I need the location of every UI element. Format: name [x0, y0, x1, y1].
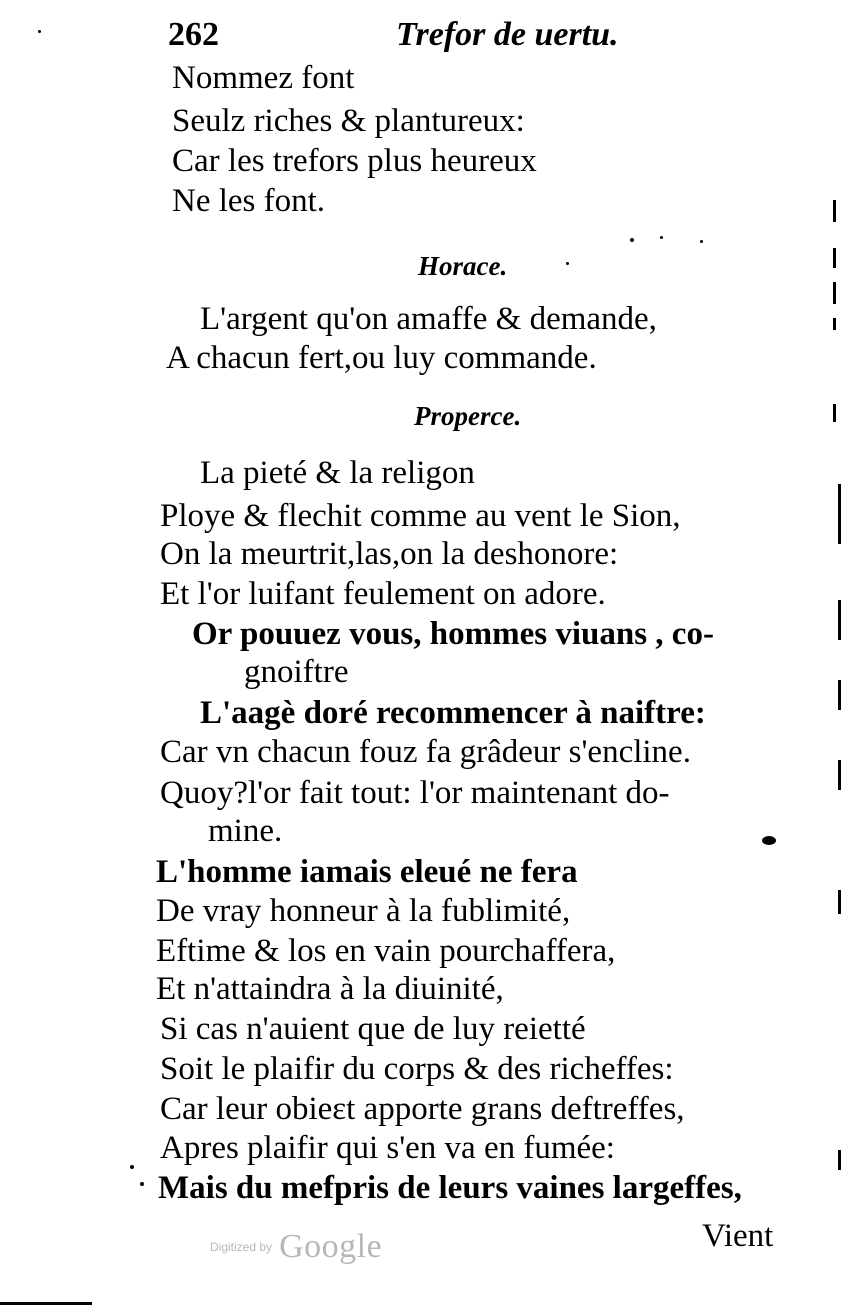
text-line: Nommez font — [172, 60, 355, 96]
text-line: Si cas n'auient que de luy reietté — [160, 1011, 586, 1047]
text-line: De vray honneur à la fublimité, — [156, 893, 571, 929]
digitized-watermark — [210, 1228, 382, 1266]
ink-speck — [130, 1165, 134, 1169]
section-heading-horace: Horace. — [418, 251, 508, 281]
scan-edge-mark — [838, 1150, 841, 1170]
text-line: Or pouuez vous, hommes viuans , co- — [192, 616, 714, 652]
scan-edge-mark — [833, 248, 836, 268]
page-header — [168, 12, 663, 62]
ink-speck — [38, 30, 41, 33]
text-line: Ne les font. — [172, 183, 326, 219]
text-line: Et l'or luifant feulement on adore. — [160, 576, 606, 612]
text-line: mine. — [208, 813, 283, 849]
text-line: Ploye & flechit comme au vent le Sion, — [160, 498, 681, 534]
text-line: gnoiftre — [244, 654, 349, 690]
text-line: La pieté & la religon — [200, 455, 475, 491]
text-line: L'homme iamais eleué ne fera — [156, 854, 578, 890]
scan-edge-mark — [838, 484, 841, 544]
ink-speck — [566, 262, 569, 265]
scan-edge-mark — [838, 890, 841, 914]
scan-edge-mark — [833, 282, 836, 304]
text-line: Eftime & los en vain pourchaffera, — [156, 933, 616, 969]
scan-edge-mark — [833, 318, 836, 330]
text-line: Et n'attaindra à la diuinité, — [156, 971, 504, 1007]
bottom-scan-rule — [0, 1302, 92, 1305]
text-line: Mais du mefpris de leurs vaines largeffes, — [158, 1170, 742, 1206]
text-line: L'aagè doré recommencer à naiftre: — [200, 695, 706, 731]
text-line: Quoy?l'or fait tout: l'or maintenant do- — [160, 775, 670, 811]
page-number: 262 — [168, 16, 219, 53]
scan-edge-mark — [833, 404, 836, 422]
text-line: Car les trefors plus heureux — [172, 143, 537, 179]
scan-edge-mark — [838, 680, 841, 710]
scan-edge-mark — [833, 200, 836, 222]
catchword: Vient — [702, 1218, 774, 1254]
ink-speck — [700, 240, 703, 243]
ink-blot — [762, 836, 776, 845]
ink-speck — [660, 236, 663, 239]
text-line: On la meurtrit,las,on la deshonore: — [160, 536, 619, 572]
scan-edge-mark — [838, 760, 841, 790]
section-heading-properce: Properce. — [414, 401, 522, 431]
running-title: Trefor de uertu. — [396, 16, 619, 53]
watermark-prefix: Digitized by — [210, 1240, 273, 1254]
text-line: A chacun fert,ou luy commande. — [166, 340, 597, 376]
scan-edge-mark — [838, 600, 841, 640]
ink-speck — [630, 238, 634, 242]
ink-speck — [140, 1182, 144, 1186]
text-line: Apres plaifir qui s'en va en fumée: — [160, 1130, 615, 1166]
text-line: Soit le plaifir du corps & des richeffes: — [160, 1051, 674, 1087]
text-line: Seulz riches & plantureux: — [172, 103, 525, 139]
text-line: L'argent qu'on amaffe & demande, — [200, 301, 657, 337]
google-logo: Google — [279, 1228, 383, 1265]
text-line: Car vn chacun fouz fa grâdeur s'encline. — [160, 734, 691, 770]
text-line: Car leur obieɛt apporte grans deftreffes, — [160, 1091, 685, 1127]
